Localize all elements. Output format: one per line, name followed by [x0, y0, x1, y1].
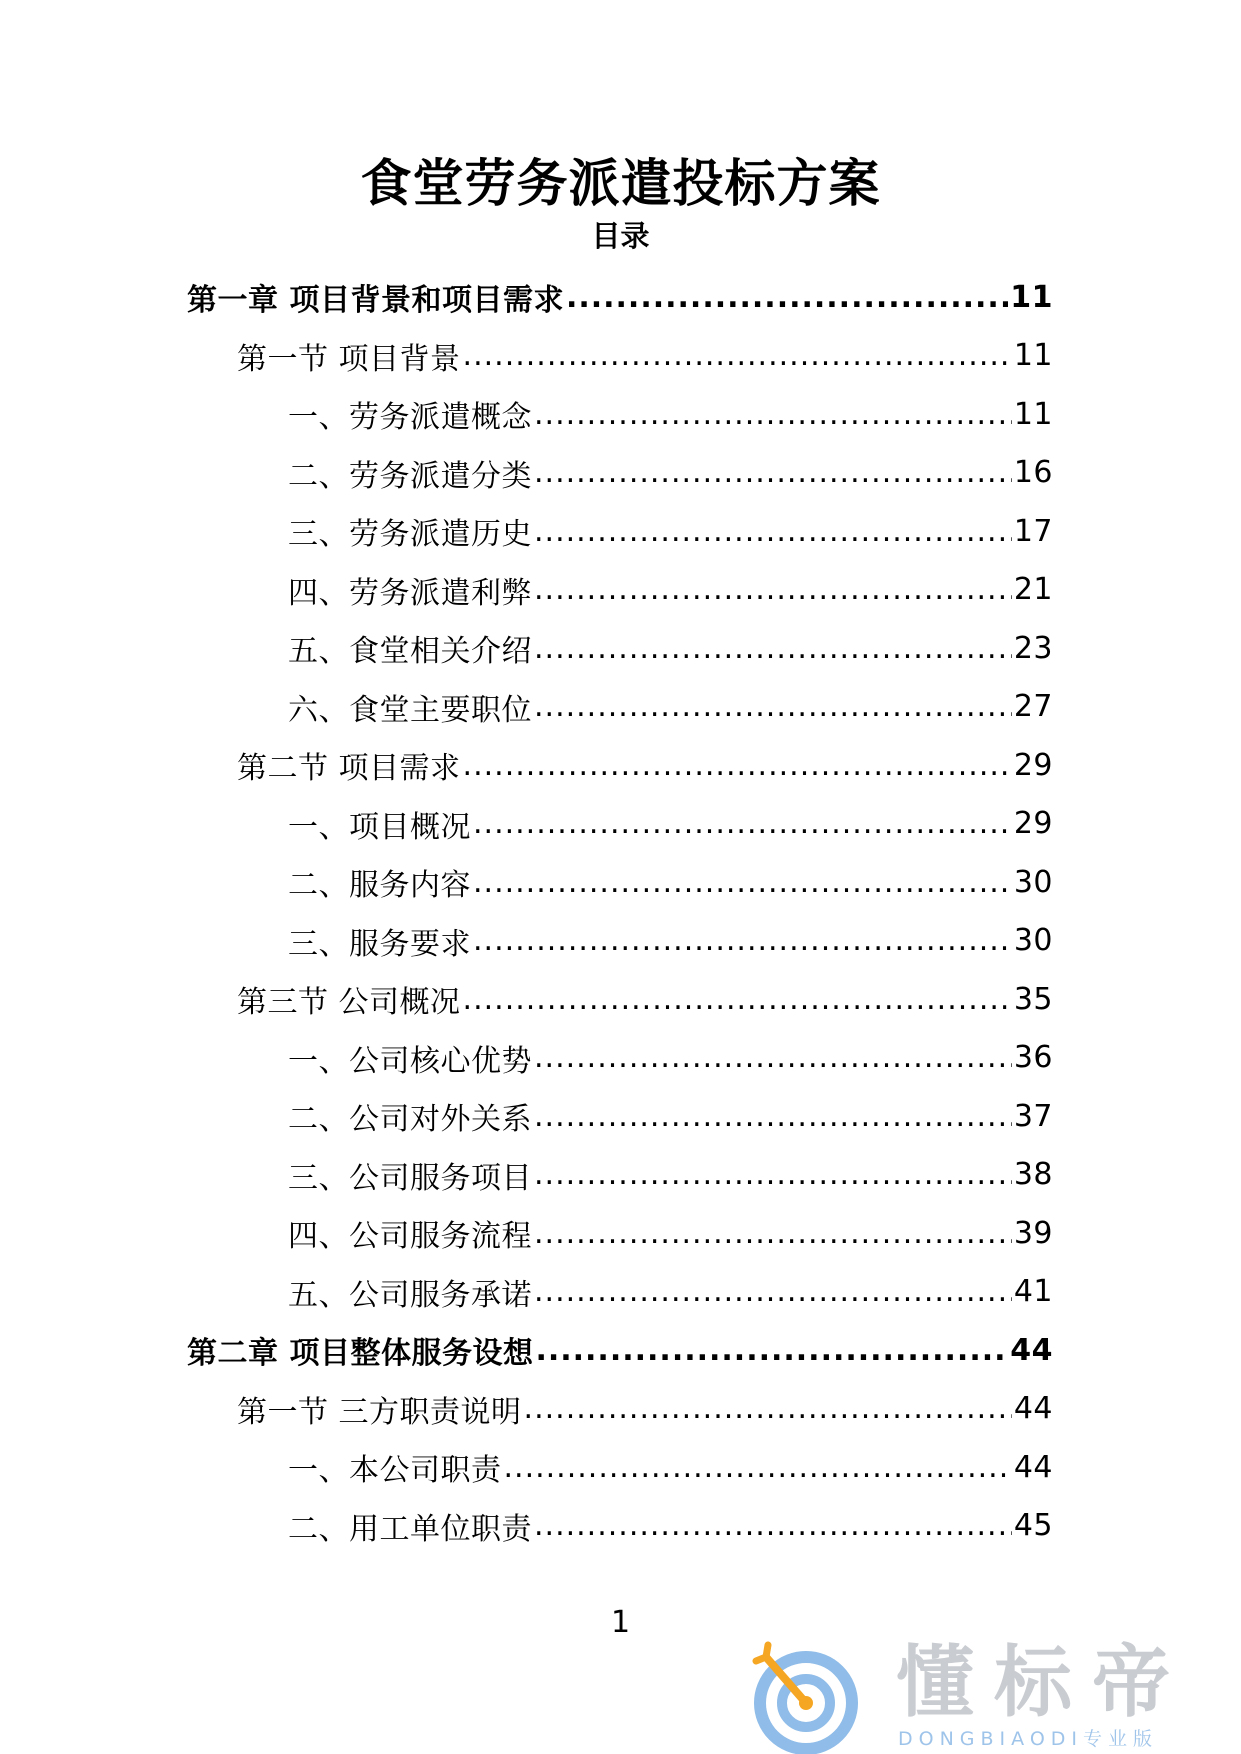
- toc-entry-label: 三、服务要求: [288, 926, 471, 962]
- toc-dot-leader: [534, 631, 1012, 666]
- toc-entry-page-number: 41: [1013, 1274, 1053, 1310]
- toc-entry-label: 第二节 项目需求: [237, 751, 461, 787]
- toc-subsection-entry[interactable]: [0, 795, 1241, 854]
- toc-subsection-entry[interactable]: [0, 678, 1241, 737]
- toc-chapter-entry[interactable]: [0, 1321, 1241, 1380]
- toc-entry-page-number: 11: [1010, 279, 1053, 315]
- toc-subsection-entry[interactable]: [0, 561, 1241, 620]
- toc-dot-leader: [534, 397, 1012, 432]
- toc-entry-page-number: 17: [1013, 513, 1053, 549]
- toc-dot-leader: [534, 1274, 1012, 1309]
- toc-entry-page-number: 44: [1013, 1391, 1053, 1427]
- target-arrow-icon: [748, 1635, 868, 1754]
- toc-entry-label: 第一节 项目背景: [237, 341, 461, 377]
- toc-dot-leader: [534, 1157, 1012, 1192]
- toc-entry-page-number: 45: [1013, 1508, 1053, 1544]
- toc-entry-label: 三、劳务派遣历史: [288, 517, 532, 553]
- toc-entry-page-number: 29: [1013, 806, 1053, 842]
- toc-entry-page-number: 44: [1010, 1332, 1053, 1368]
- toc-entry-label: 一、劳务派遣概念: [288, 400, 532, 436]
- toc-subsection-entry[interactable]: [0, 1204, 1241, 1263]
- toc-entry-label: 六、食堂主要职位: [288, 692, 532, 728]
- toc-entry-page-number: 39: [1013, 1215, 1053, 1251]
- toc-entry-label: 一、本公司职责: [288, 1453, 502, 1489]
- toc-subsection-entry[interactable]: [0, 1497, 1241, 1556]
- toc-entry-label: 四、公司服务流程: [288, 1219, 532, 1255]
- toc-entry-label: 五、公司服务承诺: [288, 1277, 532, 1313]
- table-of-contents: [0, 268, 1241, 1555]
- toc-entry-label: 二、公司对外关系: [288, 1102, 532, 1138]
- toc-entry-page-number: 35: [1013, 981, 1053, 1017]
- toc-subsection-entry[interactable]: [0, 619, 1241, 678]
- toc-subsection-entry[interactable]: [0, 444, 1241, 503]
- toc-section-entry[interactable]: [0, 1380, 1241, 1439]
- toc-entry-label: 一、项目概况: [288, 809, 471, 845]
- toc-dot-leader: [534, 1508, 1012, 1543]
- toc-entry-page-number: 38: [1013, 1157, 1053, 1193]
- watermark-brand: 懂标帝: [896, 1638, 1191, 1728]
- toc-section-entry[interactable]: [0, 970, 1241, 1029]
- toc-dot-leader: [473, 865, 1012, 900]
- toc-entry-page-number: 37: [1013, 1098, 1053, 1134]
- toc-entry-label: 第三节 公司概况: [237, 985, 461, 1021]
- toc-subsection-entry[interactable]: [0, 502, 1241, 561]
- toc-entry-page-number: 30: [1013, 864, 1053, 900]
- toc-dot-leader: [463, 338, 1012, 373]
- watermark-subtitle: DONGBIAODI专业版: [898, 1728, 1159, 1750]
- toc-entry-label: 一、公司核心优势: [288, 1043, 532, 1079]
- toc-section-entry[interactable]: [0, 736, 1241, 795]
- toc-entry-page-number: 11: [1013, 396, 1053, 432]
- toc-entry-label: 三、公司服务项目: [288, 1160, 532, 1196]
- toc-dot-leader: [473, 806, 1012, 841]
- toc-entry-page-number: 11: [1013, 338, 1053, 374]
- toc-dot-leader: [524, 1391, 1012, 1426]
- toc-entry-label: 第二章 项目整体服务设想: [187, 1336, 534, 1372]
- toc-entry-label: 第一章 项目背景和项目需求: [187, 283, 564, 319]
- toc-entry-page-number: 16: [1013, 455, 1053, 491]
- toc-dot-leader: [566, 280, 1008, 315]
- toc-subsection-entry[interactable]: [0, 912, 1241, 971]
- toc-entry-label: 五、食堂相关介绍: [288, 634, 532, 670]
- toc-entry-label: 二、劳务派遣分类: [288, 458, 532, 494]
- toc-dot-leader: [534, 1099, 1012, 1134]
- toc-dot-leader: [534, 1216, 1012, 1251]
- toc-entry-page-number: 36: [1013, 1040, 1053, 1076]
- toc-entry-page-number: 23: [1013, 630, 1053, 666]
- toc-dot-leader: [535, 1333, 1008, 1368]
- toc-subsection-entry[interactable]: [0, 1263, 1241, 1322]
- toc-chapter-entry[interactable]: [0, 268, 1241, 327]
- toc-entry-page-number: 29: [1013, 747, 1053, 783]
- toc-entry-label: 第一节 三方职责说明: [237, 1394, 522, 1430]
- document-title: 食堂劳务派遣投标方案: [360, 155, 881, 214]
- toc-dot-leader: [534, 514, 1012, 549]
- toc-dot-leader: [463, 982, 1012, 1017]
- toc-entry-label: 二、用工单位职责: [288, 1511, 532, 1547]
- toc-dot-leader: [534, 455, 1012, 490]
- toc-entry-page-number: 21: [1013, 572, 1053, 608]
- toc-entry-label: 二、服务内容: [288, 868, 471, 904]
- toc-subsection-entry[interactable]: [0, 385, 1241, 444]
- toc-heading: 目录: [591, 219, 650, 253]
- toc-dot-leader: [473, 923, 1012, 958]
- toc-subsection-entry[interactable]: [0, 1438, 1241, 1497]
- toc-dot-leader: [534, 689, 1012, 724]
- toc-dot-leader: [534, 1040, 1012, 1075]
- toc-entry-label: 四、劳务派遣利弊: [288, 575, 532, 611]
- toc-dot-leader: [534, 572, 1012, 607]
- watermark: [748, 1635, 1218, 1754]
- toc-subsection-entry[interactable]: [0, 1087, 1241, 1146]
- toc-entry-page-number: 44: [1013, 1449, 1053, 1485]
- toc-dot-leader: [463, 748, 1012, 783]
- toc-subsection-entry[interactable]: [0, 1146, 1241, 1205]
- toc-entry-page-number: 27: [1013, 689, 1053, 725]
- toc-subsection-entry[interactable]: [0, 853, 1241, 912]
- toc-dot-leader: [504, 1450, 1012, 1485]
- page-number: 1: [610, 1605, 631, 1640]
- toc-subsection-entry[interactable]: [0, 1029, 1241, 1088]
- toc-section-entry[interactable]: [0, 327, 1241, 386]
- toc-entry-page-number: 30: [1013, 923, 1053, 959]
